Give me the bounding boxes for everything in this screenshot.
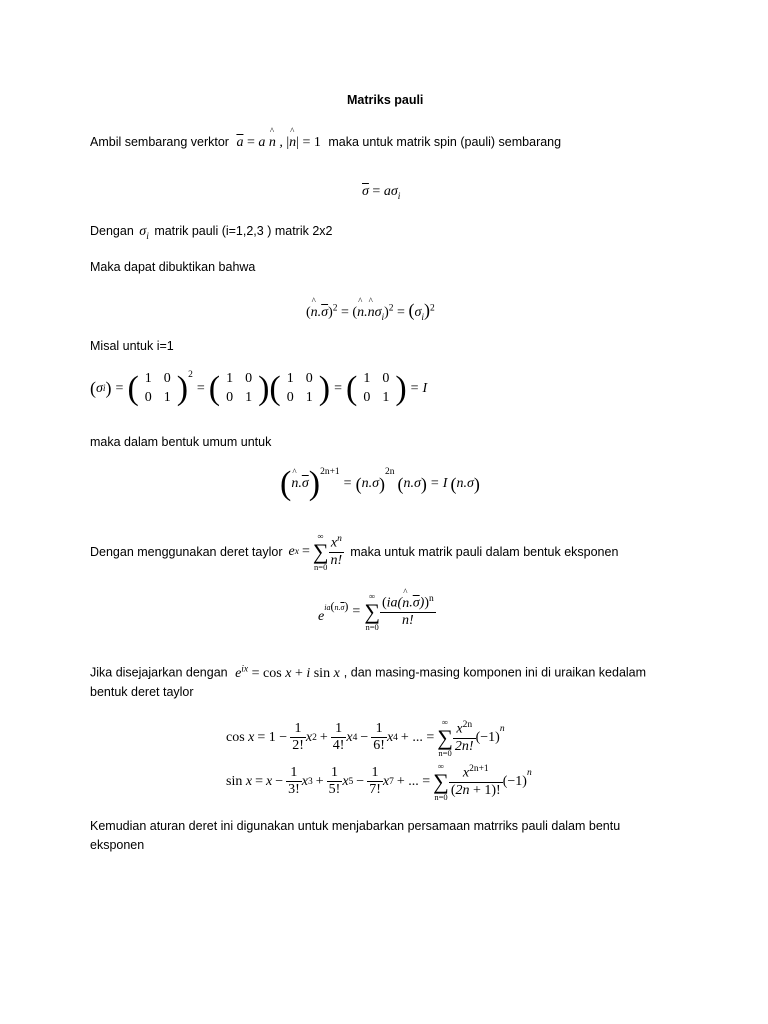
euler-formula: $e^{ix} = \cos x + i$ sin x	[235, 664, 340, 681]
paragraph-euler	[90, 664, 646, 682]
vector-equation: $\overline{a} = a$ ^ n , |^ n| = 1	[236, 135, 320, 150]
paragraph-text: Dengan	[90, 224, 134, 238]
paragraph-example: Misal untuk i=1	[90, 339, 174, 353]
equation-cos-series: cos x = 1 − $\frac{1}{2!}$ x 2 + $\frac{1}{4!}$ x 4 − $\frac{1}{6!}$ x 4 + ... = ∞ ∑ n=0 $\frac{x^{2n}}{2n!}$ (−1) $^n$	[226, 717, 505, 758]
paragraph-conclusion-line2: eksponen	[90, 838, 145, 852]
paragraph-taylor	[90, 532, 618, 571]
matrix-c: 1 0 0 1	[286, 371, 313, 405]
paragraph-text: maka untuk matrik pauli dalam bentuk eksponen	[350, 544, 619, 559]
paragraph-text: matrik pauli (i=1,2,3 ) matrik 2x2	[154, 224, 333, 238]
equation-general: ( ^ n . $\overline{\sigma}$ ) $^{2n+1}$ = ( n.σ ) $^{2n}$ ( n.σ ) = I ( n.σ )	[280, 467, 480, 501]
equation-matrix: ( σ i ) = ( 1 0 0 1 ) $^2$ = ( 1 0 0 1 ) ( 1 0 0 1 ) = ( 1 0 0 1 ) = I	[90, 369, 428, 407]
matrix-b: 1 0 0 1	[226, 371, 253, 405]
sigma-i-symbol: $\sigma_i$	[139, 224, 149, 242]
page-title: Matriks pauli	[347, 93, 424, 107]
paragraph-conclusion: Kemudian aturan deret ini digunakan untuk menjabarkan persamaan matrriks pauli dalam bentu	[90, 819, 621, 833]
paragraph-text: maka untuk matrik spin (pauli) sembarang	[328, 135, 562, 149]
equation-sigma: $\overline{\sigma} = a\sigma_i$	[362, 184, 401, 202]
matrix-a: 1 0 0 1	[144, 371, 171, 405]
paragraph-text: Dengan menggunakan deret taylor	[90, 544, 283, 559]
paragraph-euler-line2: bentuk deret taylor	[90, 685, 194, 699]
paragraph-text: , dan masing-masing komponen ini di uraikan kedalam	[343, 665, 647, 680]
equation-exponential: $e^{ia(n.\overline{\sigma})}$ = ∞ ∑ n=0 $\frac{(ia(\^{} n.\overline{\sigma}))^n}{n!}$	[318, 592, 436, 631]
paragraph-proof-intro: Maka dapat dibuktikan bahwa	[90, 260, 256, 274]
taylor-exp-series: e x = ∞ ∑ n=0 $\frac{x^n}{n!}$	[288, 531, 343, 572]
paragraph-text: Jika disejajarkan dengan	[90, 665, 228, 680]
paragraph-general-form: maka dalam bentuk umum untuk	[90, 435, 272, 449]
equation-square: (^ $n.\overline{\sigma})^2$ = (^ n.^ $n\sigma_i)^2 = (\sigma_i)^2$	[306, 300, 435, 323]
paragraph-pauli-def	[90, 224, 333, 242]
paragraph-text: Ambil sembarang verktor	[90, 135, 229, 149]
matrix-d: 1 0 0 1	[363, 371, 390, 405]
paragraph-vector-intro	[90, 135, 561, 151]
equation-sin-series: sin x = x − $\frac{1}{3!}$ x 3 + $\frac{1}{5!}$ x 5 − $\frac{1}{7!}$ x 7 + ... = ∞ ∑ n=0 $\frac{x^{2n+1}}{(2n + 1)!}$ (−1) $^n$	[226, 761, 532, 802]
